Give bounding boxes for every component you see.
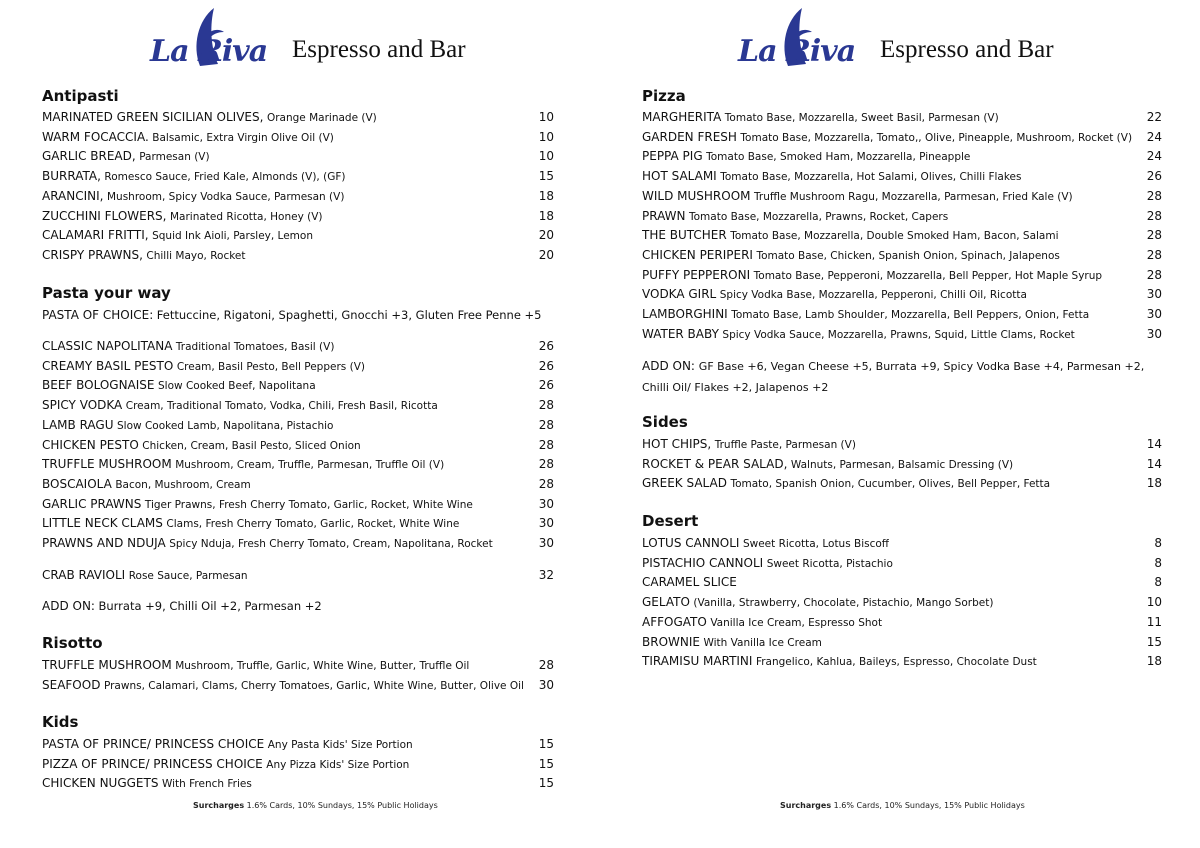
- item-name: BOSCAIOLA: [42, 476, 112, 491]
- item-name: LITTLE NECK CLAMS: [42, 516, 163, 531]
- surcharges-text: 1.6% Cards, 10% Sundays, 15% Public Holidays: [833, 801, 1025, 810]
- brand-subtitle: Espresso and Bar: [880, 36, 1054, 63]
- item-name: AFFOGATO: [642, 614, 707, 629]
- item-name: GELATO: [642, 595, 690, 610]
- menu-item: [42, 475, 554, 493]
- item-description: Chicken, Cream, Basil Pesto, Sliced Onion: [142, 439, 361, 452]
- menu-item: [42, 246, 554, 264]
- menu-item: [642, 167, 1162, 185]
- menu-item: [642, 128, 1162, 146]
- item-price: 26: [538, 339, 554, 353]
- item-price: 15: [538, 169, 554, 184]
- item-price: 28: [1146, 208, 1162, 223]
- la-riva-logo: [736, 6, 864, 70]
- item-price: 8: [1154, 536, 1162, 550]
- menu-item: [42, 357, 554, 375]
- section-title-risotto: Risotto: [42, 634, 103, 652]
- item-description: Tomato Base, Mozzarella, Tomato,, Olive, Pineapple, Mushroom, Rocket (V): [740, 131, 1133, 144]
- item-name: HOT SALAMI: [642, 169, 717, 184]
- item-description: Slow Cooked Lamb, Napolitana, Pistachio: [117, 419, 334, 432]
- item-price: 28: [1146, 188, 1162, 203]
- item-price: 30: [1146, 287, 1162, 302]
- item-description: Tomato Base, Mozzarella, Sweet Basil, Parmesan (V): [724, 112, 999, 124]
- item-name: ZUCCHINI FLOWERS,: [42, 208, 167, 223]
- item-price: 18: [1146, 654, 1162, 669]
- section-title-pasta: Pasta your way: [42, 284, 171, 302]
- menu-item: [42, 755, 554, 773]
- menu-item: [642, 207, 1162, 225]
- menu-item: [642, 652, 1162, 670]
- item-price: 26: [538, 378, 554, 393]
- item-price: 30: [538, 678, 554, 692]
- item-description: Mushroom, Cream, Truffle, Parmesan, Truffle Oil (V): [175, 459, 445, 472]
- item-description: Sweet Ricotta, Pistachio: [766, 557, 893, 570]
- addon-options: GF Base +6, Vegan Cheese +5, Burrata +9, Spicy Vodka Base +4, Parmesan +2, Chilli Oil/ Flakes +2, Jalapenos +2: [642, 360, 1145, 394]
- item-price: 22: [1146, 110, 1162, 124]
- surcharges-label: Surcharges: [193, 801, 245, 810]
- item-description: Spicy Vodka Sauce, Mozzarella, Prawns, Squid, Little Clams, Rocket: [722, 328, 1075, 341]
- menu-item: [642, 147, 1162, 165]
- item-name: GARDEN FRESH: [642, 129, 737, 144]
- item-description: Balsamic, Extra Virgin Olive Oil (V): [152, 131, 334, 144]
- menu-item: [42, 128, 554, 146]
- menu-item: [42, 514, 554, 532]
- menu-item: [42, 774, 554, 792]
- item-description: Tomato Base, Pepperoni, Mozzarella, Bell Pepper, Hot Maple Syrup: [753, 269, 1103, 282]
- menu-item: [642, 108, 1162, 126]
- item-description: Tomato Base, Mozzarella, Hot Salami, Olives, Chilli Flakes: [720, 171, 1022, 184]
- section-title-antipasti: Antipasti: [42, 87, 119, 105]
- item-price: 15: [538, 756, 554, 771]
- item-name: SEAFOOD: [42, 678, 101, 692]
- item-description: Spicy Nduja, Fresh Cherry Tomato, Cream, Napolitana, Rocket: [169, 538, 493, 550]
- menu-item: [642, 573, 1162, 591]
- item-name: BROWNIE: [642, 634, 700, 649]
- item-price: 24: [1146, 129, 1162, 144]
- item-name: CRAB RAVIOLI: [42, 568, 126, 582]
- item-description: Any Pizza Kids' Size Portion: [266, 758, 410, 771]
- item-description: Walnuts, Parmesan, Balsamic Dressing (V): [790, 458, 1014, 471]
- item-price: 28: [538, 457, 554, 472]
- item-name: VODKA GIRL: [642, 287, 717, 302]
- item-name: CALAMARI FRITTI,: [42, 228, 149, 243]
- item-description: Chilli Mayo, Rocket: [146, 249, 246, 262]
- item-name: PUFFY PEPPERONI: [642, 267, 751, 282]
- item-name: PRAWNS AND NDUJA: [42, 536, 166, 550]
- item-name: BURRATA,: [42, 169, 101, 184]
- item-price: 28: [538, 658, 554, 672]
- item-description: Sweet Ricotta, Lotus Biscoff: [742, 538, 890, 550]
- menu-item: [42, 436, 554, 454]
- menu-item: [642, 305, 1162, 323]
- pasta-addon-line: [42, 597, 554, 615]
- item-name: PRAWN: [642, 208, 686, 223]
- item-description: Cream, Traditional Tomato, Vodka, Chili, Fresh Basil, Ricotta: [125, 400, 438, 413]
- item-description: Traditional Tomatoes, Basil (V): [175, 341, 335, 353]
- item-name: LAMBORGHINI: [642, 307, 728, 321]
- item-description: Truffle Paste, Parmesan (V): [714, 439, 856, 451]
- item-description: Tomato Base, Chicken, Spanish Onion, Spinach, Jalapenos: [756, 249, 1060, 262]
- menu-item: [642, 325, 1162, 343]
- item-name: GARLIC PRAWNS: [42, 496, 142, 511]
- menu-item: [42, 376, 554, 394]
- item-price: 30: [538, 516, 554, 531]
- item-price: 28: [1146, 267, 1162, 282]
- item-price: 26: [538, 358, 554, 373]
- pasta-choice-options: Fettuccine, Rigatoni, Spaghetti, Gnocchi +3, Gluten Free Penne +5: [156, 308, 542, 322]
- section-title-sides: Sides: [642, 413, 688, 431]
- menu-item: [642, 285, 1162, 303]
- surcharges-text: 1.6% Cards, 10% Sundays, 15% Public Holidays: [246, 801, 438, 810]
- item-description: Spicy Vodka Base, Mozzarella, Pepperoni, Chilli Oil, Ricotta: [719, 289, 1027, 302]
- item-description: Cream, Basil Pesto, Bell Peppers (V): [176, 360, 365, 373]
- item-description: Tomato Base, Lamb Shoulder, Mozzarella, Bell Peppers, Onion, Fetta: [731, 309, 1090, 321]
- item-price: 30: [538, 496, 554, 511]
- menu-item: [642, 633, 1162, 651]
- item-price: 24: [1146, 149, 1162, 164]
- item-price: 10: [538, 149, 554, 164]
- item-name: TIRAMISU MARTINI: [642, 654, 753, 669]
- item-description: Rose Sauce, Parmesan: [128, 570, 248, 582]
- item-name: ARANCINI,: [42, 188, 104, 203]
- item-price: 28: [538, 437, 554, 452]
- menu-item: [642, 534, 1162, 552]
- item-price: 15: [538, 737, 554, 751]
- la-riva-logo: [148, 6, 276, 70]
- surcharges-footer: [780, 801, 1025, 810]
- item-description: (Vanilla, Strawberry, Chocolate, Pistachio, Mango Sorbet): [693, 597, 994, 610]
- item-name: BEEF BOLOGNAISE: [42, 378, 155, 393]
- item-description: Any Pasta Kids' Size Portion: [267, 739, 413, 751]
- item-name: PASTA OF PRINCE/ PRINCESS CHOICE: [42, 737, 265, 751]
- item-price: 15: [1146, 634, 1162, 649]
- item-description: Marinated Ricotta, Honey (V): [169, 210, 323, 223]
- addon-label: ADD ON:: [642, 359, 695, 373]
- section-title-kids: Kids: [42, 713, 79, 731]
- menu-item: [42, 735, 554, 753]
- item-price: 15: [538, 776, 554, 791]
- addon-label: ADD ON:: [42, 599, 95, 613]
- item-description: Clams, Fresh Cherry Tomato, Garlic, Rocket, White Wine: [166, 518, 460, 531]
- item-name: HOT CHIPS,: [642, 437, 712, 451]
- item-description: Frangelico, Kahlua, Baileys, Espresso, Chocolate Dust: [755, 656, 1037, 669]
- logo-text: La Riva: [150, 34, 268, 69]
- menu-item: [42, 147, 554, 165]
- item-description: Tomato, Spanish Onion, Cucumber, Olives, Bell Pepper, Fetta: [730, 478, 1051, 491]
- item-name: CARAMEL SLICE: [642, 575, 737, 590]
- item-description: With Vanilla Ice Cream: [703, 636, 822, 649]
- menu-item: [42, 455, 554, 473]
- menu-item: [642, 474, 1162, 492]
- item-price: 8: [1154, 555, 1162, 570]
- item-description: Orange Marinade (V): [266, 112, 377, 124]
- menu-item: [642, 435, 1162, 453]
- menu-item: [642, 246, 1162, 264]
- item-name: MARINATED GREEN SICILIAN OLIVES,: [42, 110, 264, 124]
- item-name: SPICY VODKA: [42, 398, 123, 413]
- item-description: Vanilla Ice Cream, Espresso Shot: [710, 616, 883, 629]
- item-price: 30: [1146, 307, 1162, 321]
- item-description: Tiger Prawns, Fresh Cherry Tomato, Garlic, Rocket, White Wine: [144, 498, 473, 511]
- section-title-desert: Desert: [642, 512, 699, 530]
- menu-item: [642, 455, 1162, 473]
- item-name: GARLIC BREAD,: [42, 149, 136, 164]
- item-name: MARGHERITA: [642, 110, 722, 124]
- item-description: Mushroom, Spicy Vodka Sauce, Parmesan (V): [107, 190, 345, 203]
- item-name: WARM FOCACCIA.: [42, 129, 149, 144]
- item-name: LOTUS CANNOLI: [642, 536, 740, 550]
- item-name: PISTACHIO CANNOLI: [642, 555, 764, 570]
- item-price: 10: [1146, 595, 1162, 610]
- menu-item: [642, 226, 1162, 244]
- menu-item: [642, 593, 1162, 611]
- menu-item: [42, 226, 554, 244]
- pasta-choice-name: PASTA OF CHOICE:: [42, 308, 154, 322]
- surcharges-footer: [193, 801, 438, 810]
- item-price: 30: [1146, 326, 1162, 341]
- menu-item: [42, 566, 554, 584]
- item-price: 28: [538, 476, 554, 491]
- item-name: PEPPA PIG: [642, 149, 703, 164]
- item-description: Parmesan (V): [139, 151, 210, 164]
- item-price: 28: [538, 398, 554, 413]
- logo: [148, 6, 466, 70]
- section-title-pizza: Pizza: [642, 87, 686, 105]
- menu-item: [642, 554, 1162, 572]
- item-description: Mushroom, Truffle, Garlic, White Wine, Butter, Truffle Oil: [175, 660, 470, 672]
- item-name: ROCKET & PEAR SALAD,: [642, 456, 788, 471]
- item-name: CHICKEN PERIPERI: [642, 247, 753, 262]
- menu-item: [42, 207, 554, 225]
- item-name: TRUFFLE MUSHROOM: [42, 457, 172, 472]
- item-price: 28: [538, 417, 554, 432]
- item-description: Slow Cooked Beef, Napolitana: [158, 380, 316, 393]
- item-name: CHICKEN PESTO: [42, 437, 139, 452]
- item-name: CLASSIC NAPOLITANA: [42, 339, 173, 353]
- item-name: WATER BABY: [642, 326, 719, 341]
- item-description: Tomato Base, Mozzarella, Double Smoked Ham, Bacon, Salami: [730, 230, 1059, 243]
- item-name: GREEK SALAD: [642, 476, 727, 491]
- menu-item: [42, 167, 554, 185]
- menu-item: [642, 266, 1162, 284]
- item-price: 10: [538, 110, 554, 124]
- item-price: 26: [1146, 169, 1162, 184]
- item-price: 10: [538, 129, 554, 144]
- item-price: 18: [538, 208, 554, 223]
- pasta-choice-line: [42, 306, 554, 324]
- item-name: THE BUTCHER: [642, 228, 727, 243]
- item-description: Romesco Sauce, Fried Kale, Almonds (V), (GF): [104, 171, 346, 184]
- pizza-addon-note: [642, 356, 1162, 398]
- item-description: Tomato Base, Smoked Ham, Mozzarella, Pineapple: [706, 151, 971, 164]
- item-name: CRISPY PRAWNS,: [42, 247, 143, 262]
- item-price: 14: [1146, 456, 1162, 471]
- menu-item: [42, 676, 554, 694]
- item-name: CREAMY BASIL PESTO: [42, 358, 174, 373]
- menu-item: [42, 495, 554, 513]
- item-name: LAMB RAGU: [42, 417, 114, 432]
- logo-text: La Riva: [738, 34, 856, 69]
- item-name: TRUFFLE MUSHROOM: [42, 658, 172, 672]
- menu-item: [42, 108, 554, 126]
- menu-item: [42, 396, 554, 414]
- item-price: 8: [1154, 575, 1162, 590]
- item-description: Truffle Mushroom Ragu, Mozzarella, Parmesan, Fried Kale (V): [754, 190, 1073, 203]
- item-name: WILD MUSHROOM: [642, 188, 751, 203]
- item-price: 20: [538, 247, 554, 262]
- item-description: Squid Ink Aioli, Parsley, Lemon: [152, 230, 313, 243]
- item-description: Prawns, Calamari, Clams, Cherry Tomatoes, Garlic, White Wine, Butter, Olive Oil: [103, 680, 524, 692]
- item-price: 18: [1146, 476, 1162, 491]
- item-price: 30: [538, 536, 554, 550]
- addon-options: Burrata +9, Chilli Oil +2, Parmesan +2: [98, 599, 322, 613]
- item-price: 11: [1146, 614, 1162, 629]
- item-name: PIZZA OF PRINCE/ PRINCESS CHOICE: [42, 756, 263, 771]
- item-price: 32: [538, 568, 554, 582]
- menu-item: [642, 613, 1162, 631]
- menu-item: [42, 337, 554, 355]
- item-description: Bacon, Mushroom, Cream: [115, 478, 251, 491]
- item-price: 28: [1146, 247, 1162, 262]
- item-description: With French Fries: [161, 778, 252, 791]
- menu-item: [42, 187, 554, 205]
- menu-item: [42, 416, 554, 434]
- surcharges-label: Surcharges: [780, 801, 832, 810]
- item-price: 28: [1146, 228, 1162, 243]
- item-price: 18: [538, 188, 554, 203]
- item-description: Tomato Base, Mozzarella, Prawns, Rocket, Capers: [688, 210, 949, 223]
- item-price: 20: [538, 228, 554, 243]
- menu-item: [42, 534, 554, 552]
- item-name: CHICKEN NUGGETS: [42, 776, 159, 791]
- menu-item: [642, 187, 1162, 205]
- brand-subtitle: Espresso and Bar: [292, 36, 466, 63]
- logo: [736, 6, 1054, 70]
- item-price: 14: [1146, 437, 1162, 451]
- menu-item: [42, 656, 554, 674]
